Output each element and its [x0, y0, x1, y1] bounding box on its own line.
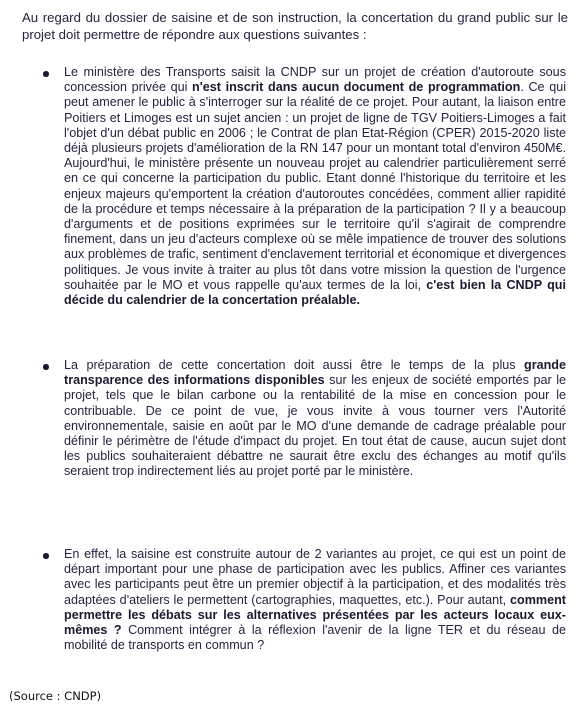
bold-text: grande transparence des informations disponibles — [64, 358, 566, 388]
text-run: . Ce qui peut amener le public à s'interroger sur la réalité de ce projet. Pour autant, la liaison entre Poitiers et Limoges est un sujet ancien : un projet de ligne de TGV Poitiers-Limoges a fait l'objet d'un débat public en 2006 ; le Contrat de plan Etat-Région (CPER) 2015-2020 liste déjà plusieurs projets d'amélioration de la RN 147 pour un montant total d'environ 450M€. Aujourd'hui, le ministère présente un nouveau projet au calendrier particulièrement serré en ce qui concerne la participation du public. Etant donné l'historique du territoire et les enjeux majeurs qu'emportent la création d'autoroutes concédées, comment allier rapidité de la procédure et temps nécessaire à la préparation de la participation ? Il y a beaucoup d'arguments et de positions exprimées sur le territoire qu'il s'agirait de comprendre finement, dans un jeu d'acteurs complexe où se mêle impatience de trouver des solutions aux problèmes de trafic, sentiment d'enclavement territorial et économique et divergences politiques. Je vous invite à traiter au plus tôt dans votre mission la question de l'urgence souhaitée par le MO et vous rappelle qu'aux termes de la loi, — [64, 80, 567, 292]
bullet-icon — [43, 364, 49, 370]
text-run: sur les enjeux de société emportés par le projet, tels que le bilan carbone ou la rentabilité de la mise en concession pour le contribuable. De ce point de vue, je vous invite à vous tourner vers l'Autorité environnementale, saisie en août par le MO d'une demande de cadrage préalable pour définir le périmètre de l'étude d'impact du projet. En tout état de cause, aucun sujet dont les publics souhaiteraient débattre ne saurait être exclu des échanges au motif qu'ils seraient trop indirectement liés au projet porté par le ministère. — [64, 373, 566, 479]
list-item-text — [64, 358, 566, 480]
list-item-text — [64, 65, 566, 308]
source-caption: (Source : CNDP) — [9, 689, 102, 703]
text-run: En effet, la saisine est construite autour de 2 variantes au projet, ce qui est un point de départ important pour une phase de participation avec les publics. Affiner ces variantes avec les participants peut être un premier objectif à la participation, et des modalités très adaptées d'ateliers le permettent (cartographies, maquettes, etc.). Pour autant, — [64, 547, 566, 607]
intro-paragraph: Au regard du dossier de saisine et de son instruction, la concertation du grand public sur le projet doit permettre de répondre aux questions suivantes : — [22, 10, 568, 42]
bold-text: comment permettre les débats sur les alternatives présentées par les acteurs locaux eux-mêmes ? — [64, 592, 566, 638]
list-item-text — [64, 547, 566, 653]
bold-text: c'est bien la CNDP qui décide du calendrier de la concertation préalable. — [64, 277, 566, 308]
text-run: Comment intégrer à la réflexion l'avenir de la ligne TER et du réseau de mobilité de transports en commun ? — [64, 623, 566, 653]
bold-text: n'est inscrit dans aucun document de programmation — [192, 80, 521, 95]
text-run: La préparation de cette concertation doit aussi être le temps de la plus — [64, 358, 524, 372]
text-run: Le ministère des Transports saisit la CNDP sur un projet de création d'autoroute sous concession privée qui — [64, 65, 566, 95]
bullet-icon — [43, 71, 49, 77]
bullet-icon — [43, 553, 49, 559]
